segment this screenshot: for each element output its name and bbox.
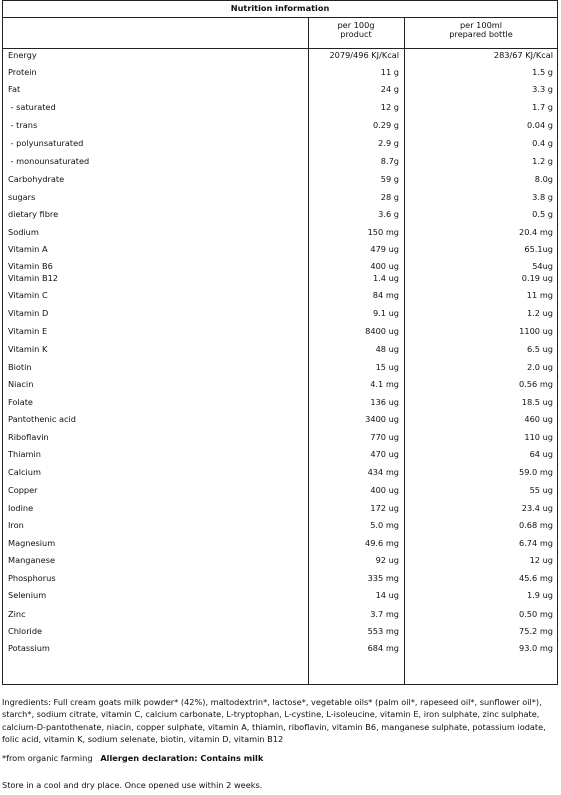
- value-per-100ml: 64 ug: [529, 449, 553, 459]
- table-row: [3, 101, 557, 119]
- row-label: Pantothenic acid: [8, 414, 76, 424]
- table-row: [3, 589, 557, 608]
- row-label: Thiamin: [8, 449, 41, 459]
- table-body: [3, 49, 557, 660]
- table-row: [3, 49, 557, 66]
- value-per-100g: 136 ug: [370, 397, 399, 407]
- table-row: [3, 173, 557, 191]
- table-row: [3, 519, 557, 537]
- row-label: - polyunsaturated: [8, 138, 84, 148]
- value-per-100g: 4.1 mg: [370, 379, 399, 389]
- table-row: [3, 83, 557, 101]
- table-row: [3, 325, 557, 343]
- value-per-100g: 92 ug: [375, 555, 399, 565]
- column-divider: [308, 17, 309, 684]
- value-per-100g: 0.29 g: [372, 120, 399, 130]
- table-row: [3, 260, 557, 272]
- row-label: Sodium: [8, 227, 39, 237]
- table-row: [3, 307, 557, 325]
- ingredients-text: Ingredients: Full cream goats milk powder* (42%), maltodextrin*, lactose*, vegetable oils* (palm oil*, rapeseed oil*, sunflower oil*), starch*, sodium citrate, vitamin C, calcium carbonate, L-tryptophan, L-cystine, L-isoleucine, vitamin E, iron sulphate, zinc sulphate, calcium-D-pantothenate, niacin, copper sulphate, vitamin A, thiamin, riboflavin, vitamin B6, manganese sulphate, potassium iodate, folic acid, vitamin K, sodium selenate, biotin, vitamin D, vitamin B12: [2, 697, 546, 744]
- value-per-100ml: 12 ug: [529, 555, 553, 565]
- row-label: Vitamin B12: [8, 273, 59, 283]
- value-per-100ml: 59.0 mg: [518, 467, 553, 477]
- value-per-100ml: 0.68 mg: [518, 520, 553, 530]
- row-label: Potassium: [8, 643, 50, 653]
- table-row: [3, 484, 557, 502]
- col-header-line: product: [340, 29, 372, 40]
- value-per-100g: 3.6 g: [378, 209, 399, 219]
- table-row: [3, 572, 557, 589]
- value-per-100ml: 1100 ug: [519, 326, 553, 336]
- value-per-100g: 2079/496 KJ/Kcal: [329, 50, 399, 60]
- column-divider: [404, 17, 405, 684]
- table-title: Nutrition information: [3, 1, 557, 18]
- value-per-100ml: 283/67 KJ/Kcal: [493, 50, 553, 60]
- table-row: [3, 378, 557, 396]
- row-label: Vitamin D: [8, 308, 49, 318]
- value-per-100ml: 0.4 g: [532, 138, 553, 148]
- value-per-100ml: 0.19 ug: [521, 273, 553, 283]
- row-label: Iodine: [8, 503, 34, 513]
- value-per-100ml: 2.0 ug: [526, 362, 553, 372]
- row-label: Selenium: [8, 590, 47, 600]
- table-row: [3, 361, 557, 378]
- storage-instructions: Store in a cool and dry place. Once opened use within 2 weeks.: [2, 780, 263, 790]
- value-per-100g: 1.4 ug: [372, 273, 399, 283]
- row-label: dietary fibre: [8, 209, 59, 219]
- value-per-100g: 400 ug: [370, 261, 399, 271]
- value-per-100ml: 6.5 ug: [526, 344, 553, 354]
- value-per-100ml: 0.56 mg: [518, 379, 553, 389]
- value-per-100ml: 18.5 ug: [521, 397, 553, 407]
- row-label: Folate: [8, 397, 33, 407]
- row-label: Vitamin E: [8, 326, 48, 336]
- row-label: Carbohydrate: [8, 174, 65, 184]
- value-per-100ml: 1.7 g: [532, 102, 553, 112]
- row-label: Zinc: [8, 609, 26, 619]
- table-row: [3, 243, 557, 260]
- value-per-100ml: 45.6 mg: [518, 573, 553, 583]
- table-row: [3, 343, 557, 361]
- table-row: [3, 226, 557, 243]
- row-label: Energy: [8, 50, 37, 60]
- table-row: [3, 208, 557, 226]
- value-per-100ml: 8.0g: [534, 174, 553, 184]
- table-row: [3, 272, 557, 289]
- value-per-100g: 434 mg: [367, 467, 399, 477]
- value-per-100ml: 110 ug: [524, 432, 553, 442]
- value-per-100ml: 1.5 g: [532, 67, 553, 77]
- value-per-100ml: 20.4 mg: [518, 227, 553, 237]
- row-label: Chloride: [8, 626, 43, 636]
- table-row: [3, 119, 557, 137]
- table-row: [3, 396, 557, 413]
- value-per-100g: 553 mg: [367, 626, 399, 636]
- value-per-100g: 172 ug: [370, 503, 399, 513]
- value-per-100g: 8.7g: [380, 156, 399, 166]
- table-row: [3, 289, 557, 307]
- value-per-100g: 400 ug: [370, 485, 399, 495]
- value-per-100g: 5.0 mg: [370, 520, 399, 530]
- table-row: [3, 502, 557, 519]
- table-row: [3, 466, 557, 484]
- col-header-line: per 100ml: [459, 20, 503, 30]
- row-label: Fat: [8, 84, 21, 94]
- value-per-100ml: 0.5 g: [532, 209, 553, 219]
- value-per-100ml: 54ug: [532, 261, 553, 271]
- row-label: - monounsaturated: [8, 156, 90, 166]
- table-row: [3, 191, 557, 208]
- value-per-100g: 770 ug: [370, 432, 399, 442]
- value-per-100g: 15 ug: [375, 362, 399, 372]
- table-row: [3, 413, 557, 431]
- row-label: - saturated: [8, 102, 56, 112]
- organic-note: *from organic farming: [2, 753, 93, 763]
- col-header-line: prepared bottle: [449, 29, 513, 40]
- table-row: [3, 642, 557, 660]
- value-per-100g: 12 g: [380, 102, 399, 112]
- row-label: Vitamin A: [8, 244, 48, 254]
- value-per-100g: 2.9 g: [378, 138, 399, 148]
- table-row: [3, 66, 557, 83]
- row-label: Copper: [8, 485, 38, 495]
- value-per-100g: 11 g: [380, 67, 399, 77]
- allergen-declaration: Allergen declaration: Contains milk: [100, 753, 264, 763]
- value-per-100g: 479 ug: [370, 244, 399, 254]
- row-label: Niacin: [8, 379, 34, 389]
- value-per-100ml: 1.9 ug: [526, 590, 553, 600]
- value-per-100g: 8400 ug: [365, 326, 399, 336]
- value-per-100g: 48 ug: [375, 344, 399, 354]
- table-row: [3, 625, 557, 642]
- row-label: Vitamin C: [8, 290, 48, 300]
- table-row: [3, 137, 557, 155]
- value-per-100g: 59 g: [380, 174, 399, 184]
- value-per-100g: 3400 ug: [365, 414, 399, 424]
- row-label: Magnesium: [8, 538, 56, 548]
- value-per-100g: 3.7 mg: [370, 609, 399, 619]
- value-per-100g: 49.6 mg: [364, 538, 399, 548]
- value-per-100ml: 3.3 g: [532, 84, 553, 94]
- row-label: sugars: [8, 192, 36, 202]
- table-header-row: [3, 18, 557, 49]
- organic-allergen-line: [2, 754, 558, 763]
- row-label: Phosphorus: [8, 573, 56, 583]
- value-per-100ml: 23.4 ug: [521, 503, 553, 513]
- value-per-100g: 28 g: [380, 192, 399, 202]
- row-label: Protein: [8, 67, 37, 77]
- table-row: [3, 554, 557, 572]
- row-label: Iron: [8, 520, 24, 530]
- table-row: [3, 155, 557, 173]
- row-label: - trans: [8, 120, 38, 130]
- value-per-100ml: 93.0 mg: [518, 643, 553, 653]
- value-per-100ml: 0.50 mg: [518, 609, 553, 619]
- value-per-100ml: 65.1ug: [524, 244, 553, 254]
- row-label: Vitamin K: [8, 344, 48, 354]
- value-per-100ml: 1.2 ug: [526, 308, 553, 318]
- value-per-100g: 150 mg: [367, 227, 399, 237]
- value-per-100g: 84 mg: [372, 290, 399, 300]
- value-per-100ml: 0.04 g: [526, 120, 553, 130]
- nutrition-table: [2, 0, 558, 685]
- row-label: Biotin: [8, 362, 32, 372]
- row-label: Riboflavin: [8, 432, 49, 442]
- value-per-100ml: 75.2 mg: [518, 626, 553, 636]
- value-per-100ml: 460 ug: [524, 414, 553, 424]
- row-label: Calcium: [8, 467, 41, 477]
- value-per-100ml: 1.2 g: [532, 156, 553, 166]
- value-per-100g: 684 mg: [367, 643, 399, 653]
- col-header-line: per 100g: [337, 20, 375, 30]
- col-header-per-100g: [309, 21, 403, 40]
- table-row: [3, 431, 557, 448]
- value-per-100g: 24 g: [380, 84, 399, 94]
- value-per-100g: 9.1 ug: [372, 308, 399, 318]
- value-per-100g: 335 mg: [367, 573, 399, 583]
- table-row: [3, 537, 557, 554]
- row-label: Manganese: [8, 555, 56, 565]
- value-per-100ml: 6.74 mg: [518, 538, 553, 548]
- col-header-per-100ml: [407, 21, 555, 40]
- value-per-100g: 470 ug: [370, 449, 399, 459]
- value-per-100ml: 11 mg: [526, 290, 553, 300]
- value-per-100ml: 3.8 g: [532, 192, 553, 202]
- table-row: [3, 448, 557, 466]
- row-label: Vitamin B6: [8, 261, 53, 271]
- value-per-100ml: 55 ug: [529, 485, 553, 495]
- value-per-100g: 14 ug: [375, 590, 399, 600]
- table-row: [3, 608, 557, 625]
